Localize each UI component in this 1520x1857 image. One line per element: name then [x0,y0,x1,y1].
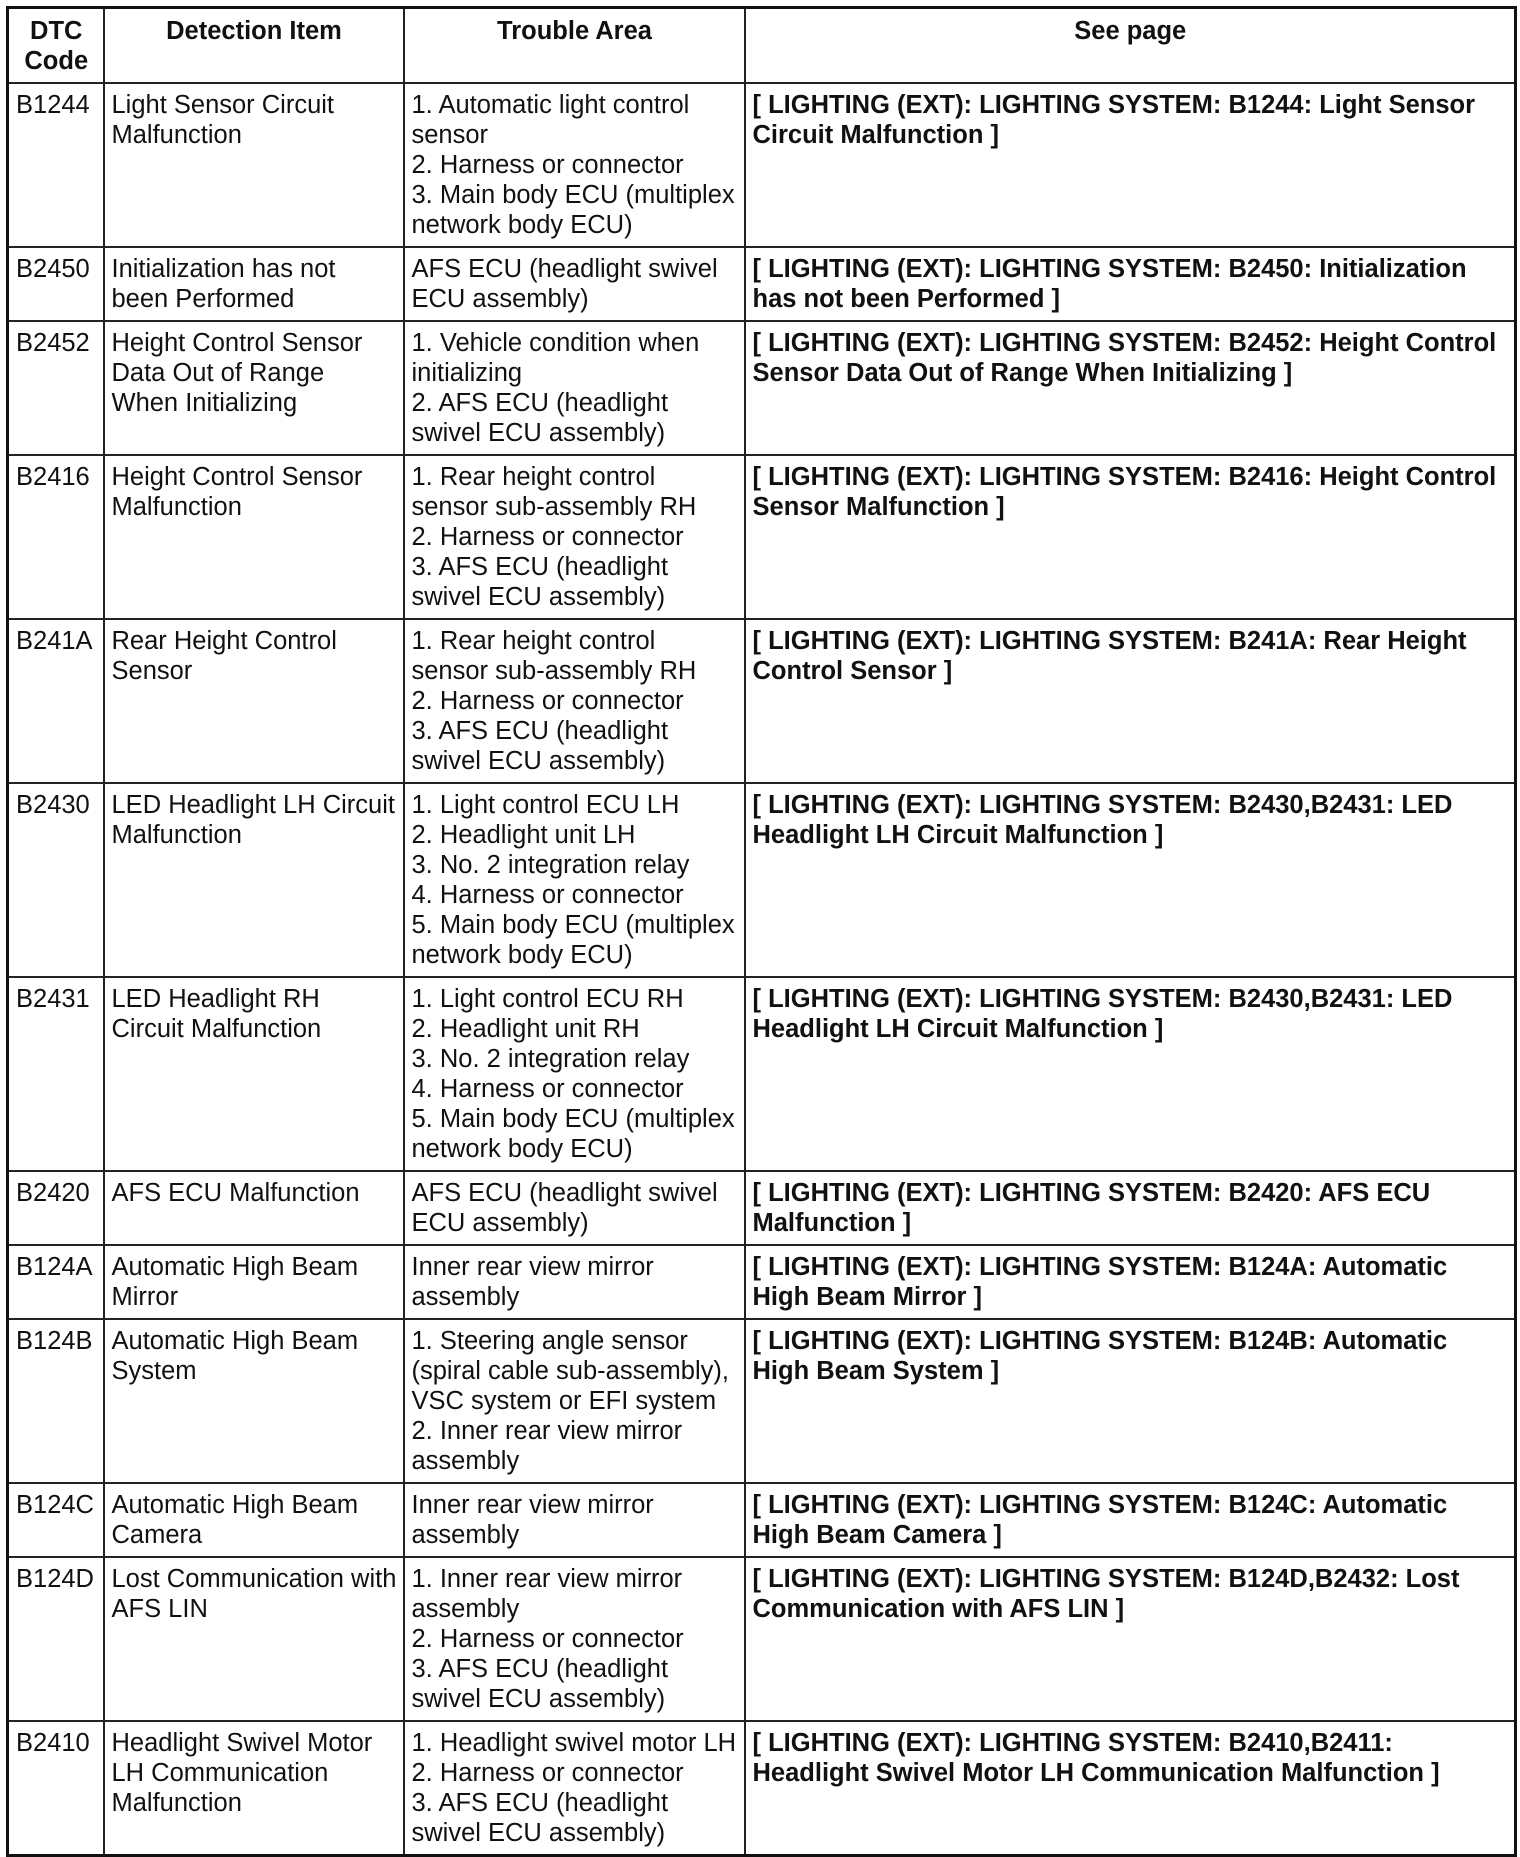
trouble-area-line: 2. Harness or connector [411,1759,684,1787]
trouble-area-line: AFS ECU (headlight swivel ECU assembly) [411,1179,718,1237]
dtc-code-cell: B2452 [8,321,104,455]
trouble-area-cell [404,1483,745,1557]
see-page-link[interactable]: [ LIGHTING (EXT): LIGHTING SYSTEM: B241A: Rear Height Control Sensor ] [745,619,1516,783]
detection-item-cell: LED Headlight RH Circuit Malfunction [104,977,404,1171]
detection-item-cell: Automatic High Beam Mirror [104,1245,404,1319]
trouble-area-cell [404,1557,745,1721]
trouble-area-line: 3. Main body ECU (multiplex network body ECU) [411,181,735,239]
trouble-area-line: 1. Light control ECU LH [411,791,680,819]
detection-item-cell: Light Sensor Circuit Malfunction [104,83,404,247]
trouble-area-cell [404,977,745,1171]
table-row [8,977,1516,1171]
trouble-area-line: 3. AFS ECU (headlight swivel ECU assembly) [411,717,669,775]
trouble-area-cell [404,321,745,455]
table-row [8,83,1516,247]
trouble-area-cell [404,83,745,247]
trouble-area-line: 1. Automatic light control sensor [411,91,690,149]
header-detection-item: Detection Item [104,8,404,84]
trouble-area-cell [404,1171,745,1245]
dtc-code-cell: B241A [8,619,104,783]
trouble-area-cell [404,455,745,619]
dtc-code-cell: B2431 [8,977,104,1171]
trouble-area-line: 4. Harness or connector [411,881,684,909]
dtc-code-cell: B124D [8,1557,104,1721]
trouble-area-cell [404,619,745,783]
see-page-link[interactable]: [ LIGHTING (EXT): LIGHTING SYSTEM: B2416: Height Control Sensor Malfunction ] [745,455,1516,619]
dtc-code-cell: B1244 [8,83,104,247]
trouble-area-line: 5. Main body ECU (multiplex network body ECU) [411,1105,735,1163]
trouble-area-line: 3. AFS ECU (headlight swivel ECU assembly) [411,1789,669,1847]
see-page-link[interactable]: [ LIGHTING (EXT): LIGHTING SYSTEM: B124D,B2432: Lost Communication with AFS LIN ] [745,1557,1516,1721]
trouble-area-line: 1. Vehicle condition when initializing [411,329,700,387]
detection-item-cell: Automatic High Beam Camera [104,1483,404,1557]
header-row [8,8,1516,84]
table-row [8,619,1516,783]
trouble-area-line: 1. Headlight swivel motor LH [411,1729,737,1757]
trouble-area-line: 2. AFS ECU (headlight swivel ECU assembly) [411,389,669,447]
dtc-table-container [6,6,1514,1857]
dtc-code-cell: B2416 [8,455,104,619]
trouble-area-line: 1. Rear height control sensor sub-assembly RH [411,627,697,685]
see-page-link[interactable]: [ LIGHTING (EXT): LIGHTING SYSTEM: B1244: Light Sensor Circuit Malfunction ] [745,83,1516,247]
see-page-link[interactable]: [ LIGHTING (EXT): LIGHTING SYSTEM: B2430,B2431: LED Headlight LH Circuit Malfunction ] [745,977,1516,1171]
trouble-area-line: 2. Harness or connector [411,523,684,551]
see-page-link[interactable]: [ LIGHTING (EXT): LIGHTING SYSTEM: B2450: Initialization has not been Performed ] [745,247,1516,321]
trouble-area-line: Inner rear view mirror assembly [411,1253,654,1311]
table-row [8,247,1516,321]
dtc-code-cell: B124B [8,1319,104,1483]
header-trouble-area: Trouble Area [404,8,745,84]
table-row [8,1483,1516,1557]
trouble-area-line: 3. AFS ECU (headlight swivel ECU assembly) [411,553,669,611]
detection-item-cell: LED Headlight LH Circuit Malfunction [104,783,404,977]
dtc-code-cell: B2450 [8,247,104,321]
trouble-area-cell [404,783,745,977]
trouble-area-line: 1. Steering angle sensor (spiral cable sub-assembly), VSC system or EFI system [411,1327,729,1415]
table-row [8,1319,1516,1483]
table-row [8,455,1516,619]
see-page-link[interactable]: [ LIGHTING (EXT): LIGHTING SYSTEM: B124A: Automatic High Beam Mirror ] [745,1245,1516,1319]
table-row [8,1171,1516,1245]
dtc-table-body [8,83,1516,1856]
trouble-area-cell [404,1721,745,1856]
trouble-area-cell [404,247,745,321]
trouble-area-line: 3. No. 2 integration relay [411,1045,690,1073]
detection-item-cell: Initialization has not been Performed [104,247,404,321]
trouble-area-line: 2. Headlight unit RH [411,1015,640,1043]
see-page-link[interactable]: [ LIGHTING (EXT): LIGHTING SYSTEM: B2430,B2431: LED Headlight LH Circuit Malfunction ] [745,783,1516,977]
detection-item-cell: AFS ECU Malfunction [104,1171,404,1245]
dtc-code-cell: B2420 [8,1171,104,1245]
detection-item-cell: Height Control Sensor Malfunction [104,455,404,619]
table-row [8,783,1516,977]
trouble-area-line: 2. Harness or connector [411,687,684,715]
table-row [8,1721,1516,1856]
see-page-link[interactable]: [ LIGHTING (EXT): LIGHTING SYSTEM: B2452: Height Control Sensor Data Out of Range When Initializing ] [745,321,1516,455]
trouble-area-line: Inner rear view mirror assembly [411,1491,654,1549]
see-page-link[interactable]: [ LIGHTING (EXT): LIGHTING SYSTEM: B124C: Automatic High Beam Camera ] [745,1483,1516,1557]
header-dtc-code: DTC Code [8,8,104,84]
trouble-area-line: 1. Rear height control sensor sub-assembly RH [411,463,697,521]
see-page-link[interactable]: [ LIGHTING (EXT): LIGHTING SYSTEM: B2420: AFS ECU Malfunction ] [745,1171,1516,1245]
trouble-area-line: 1. Inner rear view mirror assembly [411,1565,683,1623]
table-row [8,1245,1516,1319]
detection-item-cell: Lost Communication with AFS LIN [104,1557,404,1721]
trouble-area-line: 2. Harness or connector [411,151,684,179]
dtc-code-cell: B124A [8,1245,104,1319]
trouble-area-line: 2. Harness or connector [411,1625,684,1653]
detection-item-cell: Headlight Swivel Motor LH Communication Malfunction [104,1721,404,1856]
table-row [8,1557,1516,1721]
trouble-area-line: 5. Main body ECU (multiplex network body ECU) [411,911,735,969]
header-see-page: See page [745,8,1516,84]
detection-item-cell: Rear Height Control Sensor [104,619,404,783]
trouble-area-line: 2. Headlight unit LH [411,821,636,849]
trouble-area-cell [404,1245,745,1319]
table-row [8,321,1516,455]
dtc-code-cell: B2410 [8,1721,104,1856]
trouble-area-line: AFS ECU (headlight swivel ECU assembly) [411,255,718,313]
trouble-area-line: 3. No. 2 integration relay [411,851,690,879]
detection-item-cell: Height Control Sensor Data Out of Range When Initializing [104,321,404,455]
trouble-area-line: 4. Harness or connector [411,1075,684,1103]
trouble-area-line: 2. Inner rear view mirror assembly [411,1417,683,1475]
see-page-link[interactable]: [ LIGHTING (EXT): LIGHTING SYSTEM: B124B: Automatic High Beam System ] [745,1319,1516,1483]
trouble-area-line: 1. Light control ECU RH [411,985,684,1013]
dtc-table [6,6,1517,1857]
trouble-area-cell [404,1319,745,1483]
dtc-code-cell: B124C [8,1483,104,1557]
trouble-area-line: 3. AFS ECU (headlight swivel ECU assembly) [411,1655,669,1713]
dtc-code-cell: B2430 [8,783,104,977]
see-page-link[interactable]: [ LIGHTING (EXT): LIGHTING SYSTEM: B2410,B2411: Headlight Swivel Motor LH Communication Malfunction ] [745,1721,1516,1856]
detection-item-cell: Automatic High Beam System [104,1319,404,1483]
